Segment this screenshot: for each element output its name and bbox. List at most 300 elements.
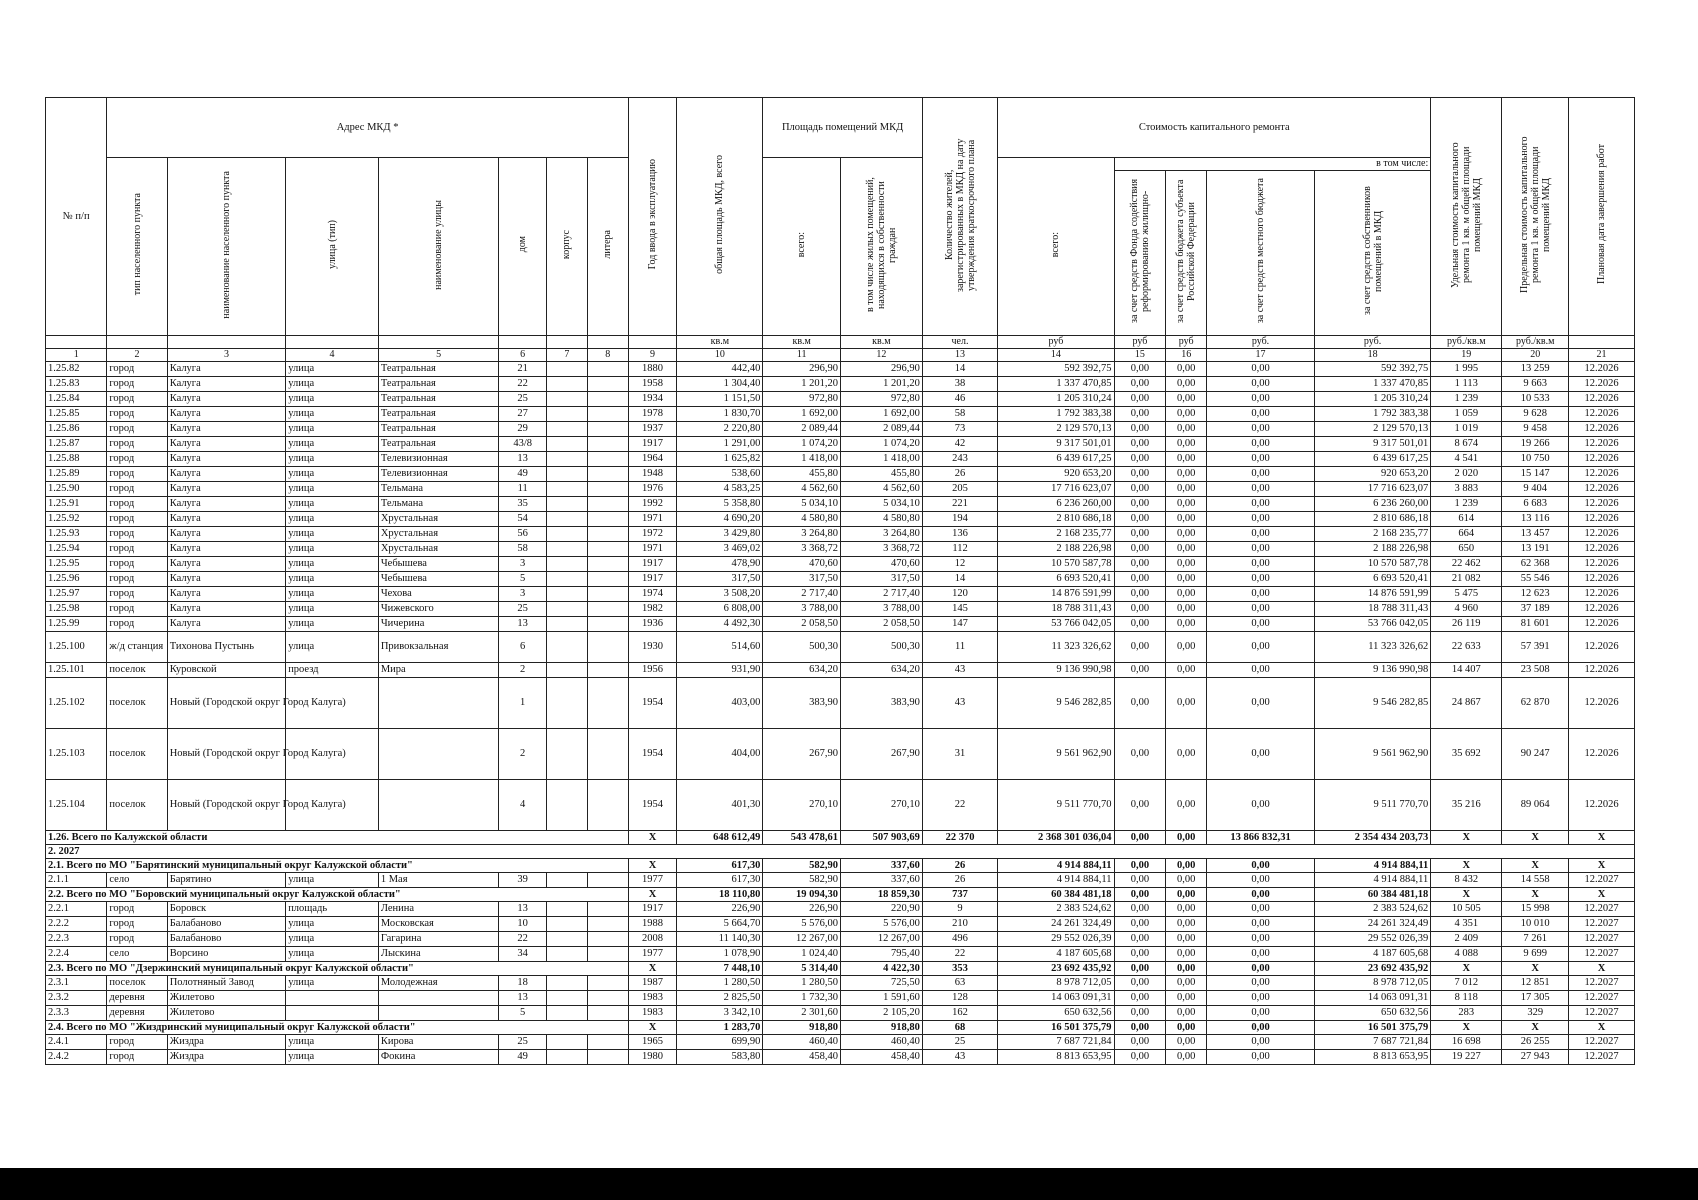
table-cell: 283 (1431, 1006, 1502, 1021)
table-cell: 1 732,30 (763, 991, 841, 1006)
column-number-cell: 11 (763, 349, 841, 362)
table-cell: 11 140,30 (677, 932, 763, 947)
table-cell: 614 (1431, 512, 1502, 527)
table-cell: 89 064 (1502, 780, 1569, 831)
table-cell: 1917 (628, 557, 676, 572)
table-cell: 1 418,00 (840, 452, 922, 467)
table-cell: 1.25.89 (46, 467, 107, 482)
table-row (46, 1050, 1635, 1065)
table-cell: 0,00 (1114, 902, 1166, 917)
table-cell: город (107, 1050, 167, 1065)
table-cell (587, 1006, 628, 1021)
table-cell: 14 876 591,99 (998, 587, 1114, 602)
table-cell: 62 870 (1502, 678, 1569, 729)
unit-cell: руб. (1207, 336, 1315, 349)
scan-bottom-edge (0, 1168, 1698, 1200)
subtotal-cell: 737 (922, 888, 997, 902)
table-row (46, 663, 1635, 678)
column-number-cell: 9 (628, 349, 676, 362)
table-cell: Калуга (167, 572, 285, 587)
table-cell: 1954 (628, 780, 676, 831)
table-cell: 0,00 (1207, 482, 1315, 497)
table-cell (546, 902, 587, 917)
table-cell: 1.25.99 (46, 617, 107, 632)
subtotal-cell: 2 368 301 036,04 (998, 831, 1114, 845)
subtotal-cell: 0,00 (1114, 1021, 1166, 1035)
table-cell: 931,90 (677, 663, 763, 678)
table-cell: город (107, 1035, 167, 1050)
table-cell: 1 792 383,38 (998, 407, 1114, 422)
table-cell (546, 932, 587, 947)
table-cell: 1956 (628, 663, 676, 678)
table-cell: город (107, 467, 167, 482)
table-cell: 9 136 990,98 (1314, 663, 1430, 678)
table-cell (587, 497, 628, 512)
repair-plan-table (45, 97, 1635, 1065)
table-row (46, 527, 1635, 542)
table-cell: Калуга (167, 407, 285, 422)
table-cell: 0,00 (1166, 452, 1207, 467)
table-cell: 14 (922, 572, 997, 587)
table-cell: 2 089,44 (763, 422, 841, 437)
table-cell: 317,50 (840, 572, 922, 587)
header-deadline: Плановая дата завершения работ (1569, 98, 1635, 336)
table-cell: 12 851 (1502, 976, 1569, 991)
table-cell: Калуга (167, 497, 285, 512)
table-row (46, 452, 1635, 467)
table-cell: 0,00 (1207, 512, 1315, 527)
table-cell (546, 512, 587, 527)
table-cell: 1976 (628, 482, 676, 497)
table-row (46, 780, 1635, 831)
table-cell (546, 1035, 587, 1050)
table-cell: 4 960 (1431, 602, 1502, 617)
table-cell (587, 572, 628, 587)
table-cell: 8 674 (1431, 437, 1502, 452)
table-cell: 0,00 (1166, 392, 1207, 407)
table-cell: 1 418,00 (763, 452, 841, 467)
table-cell: 57 391 (1502, 632, 1569, 663)
table-cell: 1 291,00 (677, 437, 763, 452)
table-cell: 9 546 282,85 (998, 678, 1114, 729)
table-cell: 1.25.87 (46, 437, 107, 452)
table-cell: 14 558 (1502, 873, 1569, 888)
table-cell: 500,30 (840, 632, 922, 663)
unit-cell: кв.м (677, 336, 763, 349)
table-cell: 9 663 (1502, 377, 1569, 392)
table-cell: Привокзальная (378, 632, 499, 663)
table-cell: 0,00 (1166, 482, 1207, 497)
table-cell: 0,00 (1166, 362, 1207, 377)
table-cell: 2 383 524,62 (1314, 902, 1430, 917)
table-cell: 13 191 (1502, 542, 1569, 557)
table-cell (378, 1006, 499, 1021)
table-cell: 12 (922, 557, 997, 572)
table-cell: 920 653,20 (1314, 467, 1430, 482)
table-cell: 582,90 (763, 873, 841, 888)
table-cell: поселок (107, 780, 167, 831)
subtotal-cell: 648 612,49 (677, 831, 763, 845)
table-cell: 27 943 (1502, 1050, 1569, 1065)
column-number-cell: 5 (378, 349, 499, 362)
table-cell: 14 407 (1431, 663, 1502, 678)
table-cell: город (107, 902, 167, 917)
table-cell: Калуга (167, 377, 285, 392)
table-cell: 2008 (628, 932, 676, 947)
table-row (46, 917, 1635, 932)
table-cell: Жиздра (167, 1035, 285, 1050)
table-cell: 0,00 (1207, 392, 1315, 407)
table-cell: 296,90 (763, 362, 841, 377)
table-cell: 49 (499, 1050, 546, 1065)
table-cell: 25 (499, 392, 546, 407)
table-cell: 1972 (628, 527, 676, 542)
table-cell: улица (286, 482, 379, 497)
subtotal-cell: X (1431, 888, 1502, 902)
table-cell: 0,00 (1166, 512, 1207, 527)
subtotal-cell: X (1569, 1021, 1635, 1035)
table-cell: 0,00 (1166, 632, 1207, 663)
table-cell: Ленина (378, 902, 499, 917)
table-cell: 3 368,72 (840, 542, 922, 557)
table-cell: 458,40 (840, 1050, 922, 1065)
subtotal-cell: 507 903,69 (840, 831, 922, 845)
table-cell: 34 (499, 947, 546, 962)
table-cell (546, 729, 587, 780)
table-cell: улица (286, 976, 379, 991)
subtotal-cell: 23 692 435,92 (1314, 962, 1430, 976)
table-cell: 1.25.90 (46, 482, 107, 497)
table-cell: 2.2.2 (46, 917, 107, 932)
table-cell: Жиздра (167, 1050, 285, 1065)
table-cell: 2 188 226,98 (1314, 542, 1430, 557)
table-cell: 0,00 (1166, 873, 1207, 888)
table-cell: 455,80 (763, 467, 841, 482)
table-cell: 1.25.82 (46, 362, 107, 377)
table-cell: 12.2026 (1569, 527, 1635, 542)
table-cell (587, 976, 628, 991)
table-cell: 12.2026 (1569, 377, 1635, 392)
table-cell: 1 Мая (378, 873, 499, 888)
table-cell: 10 750 (1502, 452, 1569, 467)
table-cell: 1977 (628, 947, 676, 962)
table-cell: 13 259 (1502, 362, 1569, 377)
table-cell: Калуга (167, 527, 285, 542)
subtotal-cell: 0,00 (1114, 859, 1166, 873)
table-cell: 0,00 (1166, 437, 1207, 452)
table-cell: 10 (499, 917, 546, 932)
table-cell: 18 (499, 976, 546, 991)
table-cell: 1.25.83 (46, 377, 107, 392)
table-cell: Фокина (378, 1050, 499, 1065)
table-cell: 0,00 (1114, 422, 1166, 437)
table-cell: 1.25.86 (46, 422, 107, 437)
table-cell: Ворсино (167, 947, 285, 962)
table-cell: город (107, 617, 167, 632)
table-cell: 3 508,20 (677, 587, 763, 602)
table-cell: 2 188 226,98 (998, 542, 1114, 557)
header-premises-area: Площадь помещений МКД (763, 98, 922, 158)
table-cell: 1 074,20 (840, 437, 922, 452)
table-cell: город (107, 392, 167, 407)
table-cell: 2 129 570,13 (1314, 422, 1430, 437)
table-cell: 9 628 (1502, 407, 1569, 422)
table-cell: 12.2026 (1569, 663, 1635, 678)
table-cell (587, 1035, 628, 1050)
table-cell: 383,90 (763, 678, 841, 729)
table-cell: 317,50 (763, 572, 841, 587)
table-cell (587, 932, 628, 947)
table-cell: 12.2026 (1569, 467, 1635, 482)
subtotal-cell: 617,30 (677, 859, 763, 873)
table-row (46, 729, 1635, 780)
table-cell: 0,00 (1114, 527, 1166, 542)
table-cell: 37 189 (1502, 602, 1569, 617)
column-number-cell: 17 (1207, 349, 1315, 362)
table-cell: Театральная (378, 407, 499, 422)
subtotal-cell: 0,00 (1114, 962, 1166, 976)
header-cost-fund: за счет средств Фонда содействия реформированию жилищно- (1114, 171, 1166, 336)
table-cell: 10 010 (1502, 917, 1569, 932)
table-cell: 24 261 324,49 (1314, 917, 1430, 932)
table-cell: 634,20 (763, 663, 841, 678)
table-cell: 1948 (628, 467, 676, 482)
table-cell (546, 482, 587, 497)
table-cell: 24 867 (1431, 678, 1502, 729)
table-cell: 1971 (628, 542, 676, 557)
header-limit-cost: Предельная стоимость капитального ремонта 1 кв. м общей площади помещений МКД (1502, 98, 1569, 336)
table-cell: 2 168 235,77 (998, 527, 1114, 542)
table-cell (587, 392, 628, 407)
subtotal-cell: 0,00 (1114, 831, 1166, 845)
table-cell: 0,00 (1207, 497, 1315, 512)
table-cell: 12 623 (1502, 587, 1569, 602)
table-cell: улица (286, 572, 379, 587)
table-cell: 12.2026 (1569, 572, 1635, 587)
table-cell: 0,00 (1114, 377, 1166, 392)
table-cell (546, 991, 587, 1006)
table-cell: 22 462 (1431, 557, 1502, 572)
table-cell: 401,30 (677, 780, 763, 831)
table-cell: ж/д станция (107, 632, 167, 663)
table-cell: 4 492,30 (677, 617, 763, 632)
table-cell: 9 699 (1502, 947, 1569, 962)
table-cell: 12.2027 (1569, 902, 1635, 917)
table-cell: 13 (499, 902, 546, 917)
table-cell: 4 (499, 780, 546, 831)
table-cell: Чебышева (378, 557, 499, 572)
table-cell: город (107, 452, 167, 467)
table-body (46, 362, 1635, 1065)
table-cell: 8 978 712,05 (998, 976, 1114, 991)
subtotal-row (46, 831, 1635, 845)
table-cell: 0,00 (1207, 467, 1315, 482)
table-cell: 2 105,20 (840, 1006, 922, 1021)
table-cell: 3 883 (1431, 482, 1502, 497)
table-cell: 4 580,80 (840, 512, 922, 527)
table-cell: 470,60 (840, 557, 922, 572)
table-cell: 4 914 884,11 (998, 873, 1114, 888)
table-cell: 128 (922, 991, 997, 1006)
table-cell: 3 429,80 (677, 527, 763, 542)
table-cell (587, 602, 628, 617)
table-cell: 0,00 (1114, 947, 1166, 962)
table-cell: 12.2026 (1569, 632, 1635, 663)
table-cell: 0,00 (1166, 602, 1207, 617)
subtotal-cell: 0,00 (1207, 888, 1315, 902)
table-cell: 2 717,40 (840, 587, 922, 602)
table-cell: 162 (922, 1006, 997, 1021)
table-cell: 9 (922, 902, 997, 917)
table-cell: 0,00 (1114, 873, 1166, 888)
table-cell (546, 437, 587, 452)
table-cell: 296,90 (840, 362, 922, 377)
table-cell: 220,90 (840, 902, 922, 917)
table-cell (546, 976, 587, 991)
table-cell: Театральная (378, 422, 499, 437)
table-cell: Калуга (167, 467, 285, 482)
table-cell: 1 (499, 678, 546, 729)
table-row (46, 947, 1635, 962)
table-cell: 12.2027 (1569, 991, 1635, 1006)
unit-cell: руб (998, 336, 1114, 349)
table-cell: 12.2026 (1569, 780, 1635, 831)
table-cell: 205 (922, 482, 997, 497)
table-cell: 1917 (628, 437, 676, 452)
table-cell: 5 664,70 (677, 917, 763, 932)
table-cell: 0,00 (1114, 587, 1166, 602)
table-cell: 5 034,10 (840, 497, 922, 512)
table-cell: 0,00 (1166, 377, 1207, 392)
subtotal-cell: 5 314,40 (763, 962, 841, 976)
table-cell: улица (286, 407, 379, 422)
table-cell: 12.2026 (1569, 587, 1635, 602)
table-cell (587, 542, 628, 557)
table-cell: 0,00 (1166, 1050, 1207, 1065)
unit-cell (378, 336, 499, 349)
table-cell: 0,00 (1207, 780, 1315, 831)
table-cell: 0,00 (1207, 917, 1315, 932)
header-num: № п/п (46, 98, 107, 336)
table-cell: улица (286, 512, 379, 527)
table-cell: улица (286, 932, 379, 947)
header-including: в том числе: (1114, 158, 1431, 171)
column-number-cell: 19 (1431, 349, 1502, 362)
table-cell: 2 810 686,18 (1314, 512, 1430, 527)
table-cell: 0,00 (1207, 976, 1315, 991)
table-cell: 22 633 (1431, 632, 1502, 663)
subtotal-cell: 0,00 (1207, 962, 1315, 976)
table-cell: 5 576,00 (763, 917, 841, 932)
table-cell: 26 (922, 467, 997, 482)
table-cell: 2.3.1 (46, 976, 107, 991)
subtotal-cell: 19 094,30 (763, 888, 841, 902)
table-cell (286, 991, 379, 1006)
table-cell: 0,00 (1114, 437, 1166, 452)
table-cell: 12.2026 (1569, 362, 1635, 377)
unit-cell (546, 336, 587, 349)
table-cell (587, 617, 628, 632)
column-number-cell: 20 (1502, 349, 1569, 362)
table-cell (587, 452, 628, 467)
table-cell: Хрустальная (378, 542, 499, 557)
table-cell: город (107, 422, 167, 437)
subtotal-cell: 60 384 481,18 (998, 888, 1114, 902)
unit-cell (167, 336, 285, 349)
table-cell (587, 482, 628, 497)
table-cell: 0,00 (1207, 729, 1315, 780)
table-cell: 12.2027 (1569, 976, 1635, 991)
table-cell: 1 113 (1431, 377, 1502, 392)
table-cell (587, 377, 628, 392)
table-cell: 25 (499, 602, 546, 617)
table-cell: 6 236 260,00 (1314, 497, 1430, 512)
table-cell: 6 808,00 (677, 602, 763, 617)
table-cell (378, 729, 499, 780)
table-cell: Калуга (167, 482, 285, 497)
table-cell: город (107, 362, 167, 377)
table-cell: 5 034,10 (763, 497, 841, 512)
unit-cell (628, 336, 676, 349)
table-cell: город (107, 542, 167, 557)
subtotal-cell: 4 422,30 (840, 962, 922, 976)
subtotal-cell: 0,00 (1166, 859, 1207, 873)
table-cell: 267,90 (763, 729, 841, 780)
subtotal-cell: X (1502, 859, 1569, 873)
table-cell: 49 (499, 467, 546, 482)
table-cell: улица (286, 602, 379, 617)
table-cell: 1 074,20 (763, 437, 841, 452)
unit-cell: руб./кв.м (1502, 336, 1569, 349)
table-cell: Хрустальная (378, 512, 499, 527)
table-cell: 22 (922, 780, 997, 831)
table-cell: улица (286, 362, 379, 377)
table-cell (546, 362, 587, 377)
table-row (46, 542, 1635, 557)
table-cell: город (107, 527, 167, 542)
subtotal-cell: 16 501 375,79 (1314, 1021, 1430, 1035)
table-cell: 2.2.1 (46, 902, 107, 917)
table-cell: 0,00 (1114, 467, 1166, 482)
table-cell: 1.25.88 (46, 452, 107, 467)
table-cell: 3 (499, 557, 546, 572)
table-cell (587, 632, 628, 663)
table-cell: 4 562,60 (763, 482, 841, 497)
table-cell: 1.25.102 (46, 678, 107, 729)
table-cell: улица (286, 422, 379, 437)
table-cell: Калуга (167, 557, 285, 572)
column-number-cell: 12 (840, 349, 922, 362)
table-cell: улица (286, 497, 379, 512)
table-cell: деревня (107, 1006, 167, 1021)
table-cell: 53 766 042,05 (1314, 617, 1430, 632)
table-cell (587, 527, 628, 542)
table-cell: 9 511 770,70 (1314, 780, 1430, 831)
column-number-cell: 2 (107, 349, 167, 362)
subtotal-cell: X (1431, 962, 1502, 976)
table-cell: 2 089,44 (840, 422, 922, 437)
table-cell: 243 (922, 452, 997, 467)
year-row (46, 845, 1635, 859)
table-cell: 0,00 (1114, 780, 1166, 831)
table-row (46, 587, 1635, 602)
table-cell: 1954 (628, 678, 676, 729)
table-cell (546, 663, 587, 678)
table-cell: 12.2026 (1569, 437, 1635, 452)
table-cell: 650 632,56 (1314, 1006, 1430, 1021)
table-cell: 4 088 (1431, 947, 1502, 962)
unit-cell: кв.м (763, 336, 841, 349)
